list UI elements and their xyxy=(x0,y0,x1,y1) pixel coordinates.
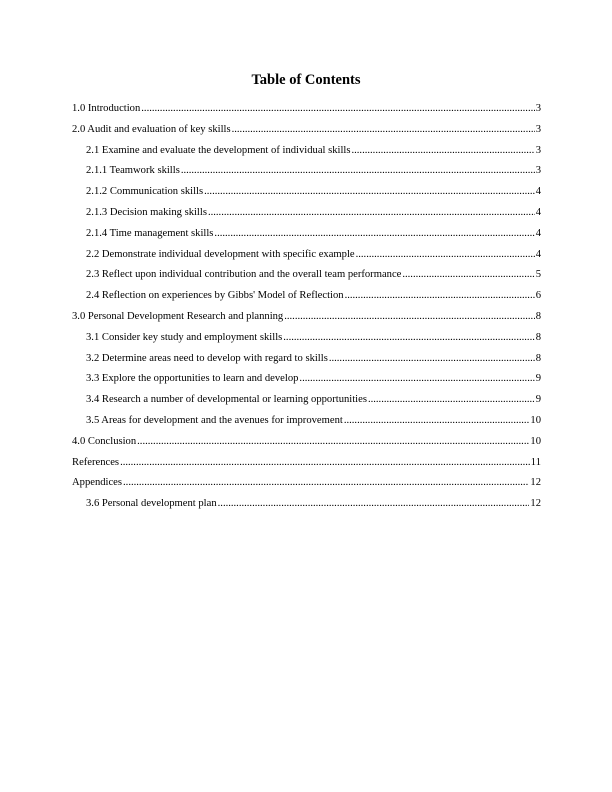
toc-entry[interactable] xyxy=(72,475,541,496)
toc-entry-page: 3 xyxy=(535,165,541,177)
toc-entry-label: 3.3 Explore the opportunities to learn and develop xyxy=(86,373,299,385)
toc-entry-page: 3 xyxy=(535,103,541,114)
toc-dot-leader xyxy=(120,455,530,471)
toc-dot-leader xyxy=(329,351,535,367)
toc-entry-page: 9 xyxy=(535,394,541,406)
toc-dot-leader xyxy=(402,267,534,283)
toc-dot-leader xyxy=(345,288,535,304)
toc-entry[interactable] xyxy=(72,392,541,413)
toc-dot-leader xyxy=(299,371,534,387)
toc-entry-page: 6 xyxy=(535,290,541,302)
toc-dot-leader xyxy=(214,226,534,242)
toc-entry-page: 3 xyxy=(535,123,541,135)
toc-entry-page: 8 xyxy=(535,331,541,343)
toc-entry-page: 11 xyxy=(530,456,541,468)
toc-entry-page: 4 xyxy=(535,227,541,239)
toc-entry-page: 4 xyxy=(535,186,541,198)
toc-dot-leader xyxy=(218,496,530,512)
toc-entry-page: 5 xyxy=(535,269,541,281)
toc-entry[interactable] xyxy=(72,267,541,288)
toc-dot-leader xyxy=(208,205,535,221)
toc-entry-label: 2.1.4 Time management skills xyxy=(86,227,214,239)
toc-entry-label: 2.3 Reflect upon individual contribution and the overall team performance xyxy=(86,269,402,281)
toc-entry-label: 2.0 Audit and evaluation of key skills xyxy=(72,123,231,135)
toc-entry-label: 2.4 Reflection on experiences by Gibbs' Model of Reflection xyxy=(86,290,344,302)
toc-entry[interactable] xyxy=(72,330,541,351)
toc-entry-page: 9 xyxy=(535,373,541,385)
toc-entry-page: 8 xyxy=(535,352,541,364)
toc-dot-leader xyxy=(351,143,534,159)
toc-title: Table of Contents xyxy=(251,72,361,88)
toc-entry-label: 3.5 Areas for development and the avenues for improvement xyxy=(86,414,343,426)
toc-entry-label: 2.1.2 Communication skills xyxy=(86,186,204,198)
toc-entry[interactable] xyxy=(72,184,541,205)
toc-list xyxy=(72,101,541,517)
toc-entry-label: 3.4 Research a number of developmental or learning opportunities xyxy=(86,394,367,406)
toc-entry[interactable] xyxy=(72,434,541,455)
toc-entry-page: 4 xyxy=(535,206,541,218)
toc-entry[interactable] xyxy=(72,288,541,309)
toc-entry-page: 8 xyxy=(535,310,541,322)
toc-entry[interactable] xyxy=(72,247,541,268)
toc-entry-page: 10 xyxy=(530,435,541,447)
toc-entry[interactable] xyxy=(72,101,541,122)
toc-dot-leader xyxy=(141,101,534,117)
toc-entry-label: Appendices xyxy=(72,477,123,489)
toc-entry-page: 10 xyxy=(530,414,541,426)
toc-entry[interactable] xyxy=(72,413,541,434)
toc-entry[interactable] xyxy=(72,143,541,164)
toc-dot-leader xyxy=(181,163,535,179)
toc-entry-page: 3 xyxy=(535,144,541,156)
toc-entry-label: 4.0 Conclusion xyxy=(72,435,137,447)
toc-dot-leader xyxy=(368,392,535,408)
toc-entry-page: 4 xyxy=(535,248,541,260)
toc-dot-leader xyxy=(344,413,530,429)
toc-entry-page: 12 xyxy=(530,498,541,510)
toc-dot-leader xyxy=(283,330,534,346)
toc-entry-label: 2.1.3 Decision making skills xyxy=(86,206,207,218)
toc-entry-label: 2.1.1 Teamwork skills xyxy=(86,165,180,177)
toc-entry[interactable] xyxy=(72,496,541,517)
toc-entry-label: 3.0 Personal Development Research and planning xyxy=(72,310,284,322)
toc-dot-leader xyxy=(204,184,535,200)
toc-entry-label: 1.0 Introduction xyxy=(72,103,141,114)
toc-dot-leader xyxy=(137,434,529,450)
toc-entry-label: 3.1 Consider key study and employment skills xyxy=(86,331,283,343)
toc-dot-leader xyxy=(232,122,535,138)
toc-entry-label: References xyxy=(72,456,120,468)
toc-entry-label: 2.1 Examine and evaluate the development of individual skills xyxy=(86,144,351,156)
toc-dot-leader xyxy=(284,309,534,325)
toc-entry[interactable] xyxy=(72,226,541,247)
toc-entry[interactable] xyxy=(72,455,541,476)
toc-dot-leader xyxy=(356,247,535,263)
toc-entry[interactable] xyxy=(72,309,541,330)
toc-entry-label: 2.2 Demonstrate individual development with specific example xyxy=(86,248,355,260)
toc-entry-label: 3.2 Determine areas need to develop with regard to skills xyxy=(86,352,328,364)
toc-entry[interactable] xyxy=(72,163,541,184)
toc-entry[interactable] xyxy=(72,371,541,392)
toc-entry-label: 3.6 Personal development plan xyxy=(86,498,217,510)
toc-entry[interactable] xyxy=(72,122,541,143)
toc-entry-page: 12 xyxy=(530,477,541,489)
toc-entry[interactable] xyxy=(72,351,541,372)
toc-entry[interactable] xyxy=(72,205,541,226)
toc-dot-leader xyxy=(123,475,529,491)
